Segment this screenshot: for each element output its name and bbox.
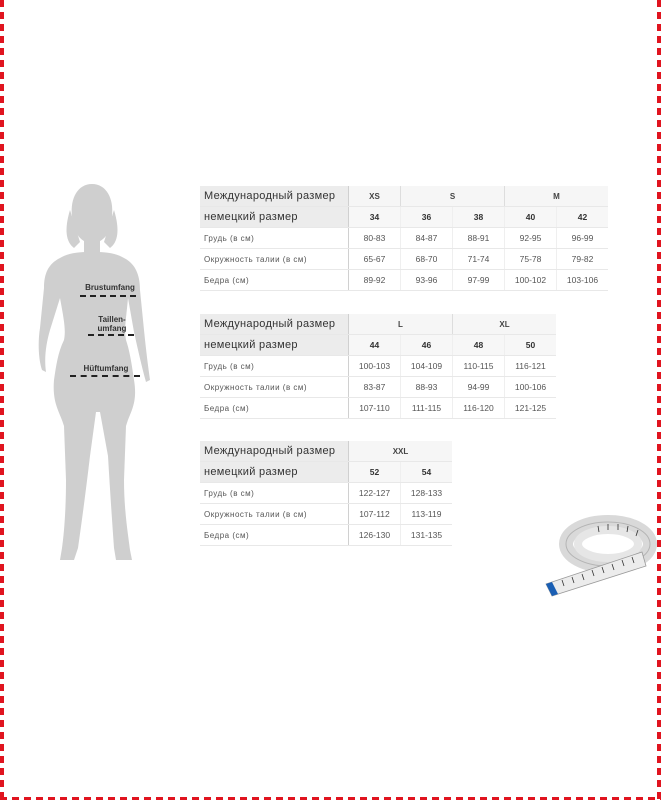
size-group-s: S <box>401 186 505 207</box>
row-label-hips: Бедра (см) <box>200 525 349 546</box>
german-size-cell: 52 <box>349 462 401 483</box>
chest-cell: 100-103 <box>349 356 401 377</box>
size-table-2 <box>200 314 556 419</box>
size-table-1 <box>200 186 608 291</box>
german-size-cell: 34 <box>349 207 401 228</box>
table-row-waist <box>200 249 608 270</box>
table-row-waist <box>200 377 556 398</box>
hips-cell: 89-92 <box>349 270 401 291</box>
row-label-chest: Грудь (в см) <box>200 356 349 377</box>
hips-cell: 103-106 <box>557 270 609 291</box>
chest-cell: 84-87 <box>401 228 453 249</box>
german-size-cell: 46 <box>401 335 453 356</box>
waist-label: Taillen- umfang <box>97 315 127 333</box>
row-label-waist: Окружность талии (в см) <box>200 504 349 525</box>
table-row-chest <box>200 483 452 504</box>
hips-cell: 126-130 <box>349 525 401 546</box>
size-group-xs: XS <box>349 186 401 207</box>
chest-cell: 128-133 <box>401 483 453 504</box>
german-size-cell: 48 <box>453 335 505 356</box>
row-label-hips: Бедра (см) <box>200 270 349 291</box>
chest-label: Brustumfang <box>85 283 135 292</box>
table-row-hips <box>200 525 452 546</box>
size-group-xxl: XXL <box>349 441 453 462</box>
waist-cell: 113-119 <box>401 504 453 525</box>
chest-cell: 104-109 <box>401 356 453 377</box>
size-group-xl: XL <box>453 314 557 335</box>
german-size-cell: 50 <box>505 335 557 356</box>
german-size-cell: 40 <box>505 207 557 228</box>
table-row-waist <box>200 504 452 525</box>
chest-dashed-line <box>80 295 136 297</box>
waist-cell: 79-82 <box>557 249 609 270</box>
hips-cell: 121-125 <box>505 398 557 419</box>
table-row-international <box>200 314 556 335</box>
waist-cell: 88-93 <box>401 377 453 398</box>
row-label-german: немецкий размер <box>200 462 349 483</box>
size-group-m: M <box>505 186 609 207</box>
hips-dashed-line <box>70 375 140 377</box>
row-label-german: немецкий размер <box>200 335 349 356</box>
hips-cell: 131-135 <box>401 525 453 546</box>
table-row-international <box>200 441 452 462</box>
table-row-international <box>200 186 608 207</box>
chest-cell: 110-115 <box>453 356 505 377</box>
waist-cell: 71-74 <box>453 249 505 270</box>
dashed-border-left <box>0 0 4 800</box>
row-label-international: Международный размер <box>200 441 349 462</box>
row-label-chest: Грудь (в см) <box>200 483 349 504</box>
table-row-chest <box>200 356 556 377</box>
chest-cell: 80-83 <box>349 228 401 249</box>
waist-cell: 100-106 <box>505 377 557 398</box>
waist-cell: 65-67 <box>349 249 401 270</box>
hips-cell: 97-99 <box>453 270 505 291</box>
row-label-international: Международный размер <box>200 314 349 335</box>
waist-cell: 83-87 <box>349 377 401 398</box>
hips-cell: 107-110 <box>349 398 401 419</box>
german-size-cell: 36 <box>401 207 453 228</box>
row-label-german: немецкий размер <box>200 207 349 228</box>
table-row-chest <box>200 228 608 249</box>
chest-cell: 92-95 <box>505 228 557 249</box>
german-size-cell: 54 <box>401 462 453 483</box>
waist-cell: 107-112 <box>349 504 401 525</box>
german-size-cell: 44 <box>349 335 401 356</box>
table-row-hips <box>200 270 608 291</box>
waist-cell: 75-78 <box>505 249 557 270</box>
hips-cell: 111-115 <box>401 398 453 419</box>
hips-cell: 93-96 <box>401 270 453 291</box>
row-label-hips: Бедра (см) <box>200 398 349 419</box>
table-row-german <box>200 207 608 228</box>
dashed-border-right <box>657 0 661 800</box>
hips-cell: 116-120 <box>453 398 505 419</box>
row-label-international: Международный размер <box>200 186 349 207</box>
waist-cell: 94-99 <box>453 377 505 398</box>
waist-cell: 68-70 <box>401 249 453 270</box>
row-label-waist: Окружность талии (в см) <box>200 249 349 270</box>
measuring-tape-icon <box>538 508 658 598</box>
waist-dashed-line <box>88 334 134 336</box>
table-row-german <box>200 462 452 483</box>
german-size-cell: 38 <box>453 207 505 228</box>
size-group-l: L <box>349 314 453 335</box>
german-size-cell: 42 <box>557 207 609 228</box>
size-table-3 <box>200 441 452 546</box>
hips-label: Hüftumfang <box>83 364 129 373</box>
chest-cell: 88-91 <box>453 228 505 249</box>
chest-cell: 122-127 <box>349 483 401 504</box>
hips-cell: 100-102 <box>505 270 557 291</box>
row-label-chest: Грудь (в см) <box>200 228 349 249</box>
chest-cell: 116-121 <box>505 356 557 377</box>
chest-cell: 96-99 <box>557 228 609 249</box>
row-label-waist: Окружность талии (в см) <box>200 377 349 398</box>
table-row-hips <box>200 398 556 419</box>
table-row-german <box>200 335 556 356</box>
